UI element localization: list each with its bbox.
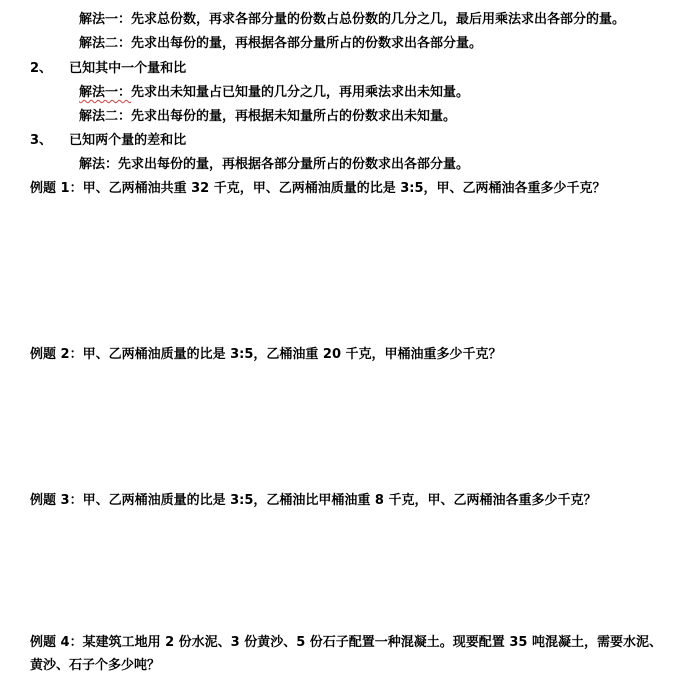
example-4-line1: 例题 4：某建筑工地用 2 份水泥、3 份黄沙、5 份石子配置一种混凝土。现要配置 35 吨混凝土，需要水泥、 bbox=[30, 635, 662, 650]
example-4-line2: 黄沙、石子个多少吨？ bbox=[30, 658, 161, 673]
section1-method2-text: 先求出每份的量，再根据各部分量所占的份数求出各部分量。 bbox=[131, 36, 483, 51]
section2-method1-label: 解法一： bbox=[79, 85, 132, 100]
section1-method1-text: 先求总份数，再求各部分量的份数占总份数的几分之几，最后用乘法求出各部分的量。 bbox=[131, 12, 626, 27]
section3-method-text: 先求出每份的量，再根据各部分量所占的份数求出各部分量。 bbox=[118, 157, 470, 172]
example-1: 例题 1：甲、乙两桶油共重 32 千克，甲、乙两桶油质量的比是 3:5，甲、乙两桶油各重多少千克？ bbox=[30, 181, 606, 196]
section2-method2-text: 先求出每份的量，再根据未知量所占的份数求出未知量。 bbox=[131, 109, 457, 124]
section1-method1-label: 解法一： bbox=[79, 12, 132, 27]
section2-title: 已知其中一个量和比 bbox=[69, 61, 187, 76]
section2-method1 bbox=[79, 84, 469, 102]
section2-method2-label: 解法二： bbox=[79, 109, 132, 124]
section3-title: 已知两个量的差和比 bbox=[69, 133, 187, 148]
section3-number: 3、 bbox=[30, 133, 53, 148]
example-2: 例题 2：甲、乙两桶油质量的比是 3:5，乙桶油重 20 千克，甲桶油重多少千克？ bbox=[30, 347, 502, 362]
section1-method1 bbox=[79, 11, 625, 29]
example-3: 例题 3：甲、乙两桶油质量的比是 3:5，乙桶油比甲桶油重 8 千克，甲、乙两桶油各重多少千克？ bbox=[30, 493, 597, 508]
section2-method1-text: 先求出未知量占已知量的几分之几，再用乘法求出未知量。 bbox=[131, 85, 470, 100]
section3-heading bbox=[30, 132, 186, 150]
section2-heading bbox=[30, 60, 186, 78]
section2-method2 bbox=[79, 108, 456, 126]
section1-method2 bbox=[79, 35, 482, 53]
section2-number: 2、 bbox=[30, 61, 53, 76]
section3-method bbox=[79, 156, 469, 174]
section1-method2-label: 解法二： bbox=[79, 36, 132, 51]
section3-method-label: 解法： bbox=[79, 157, 119, 172]
